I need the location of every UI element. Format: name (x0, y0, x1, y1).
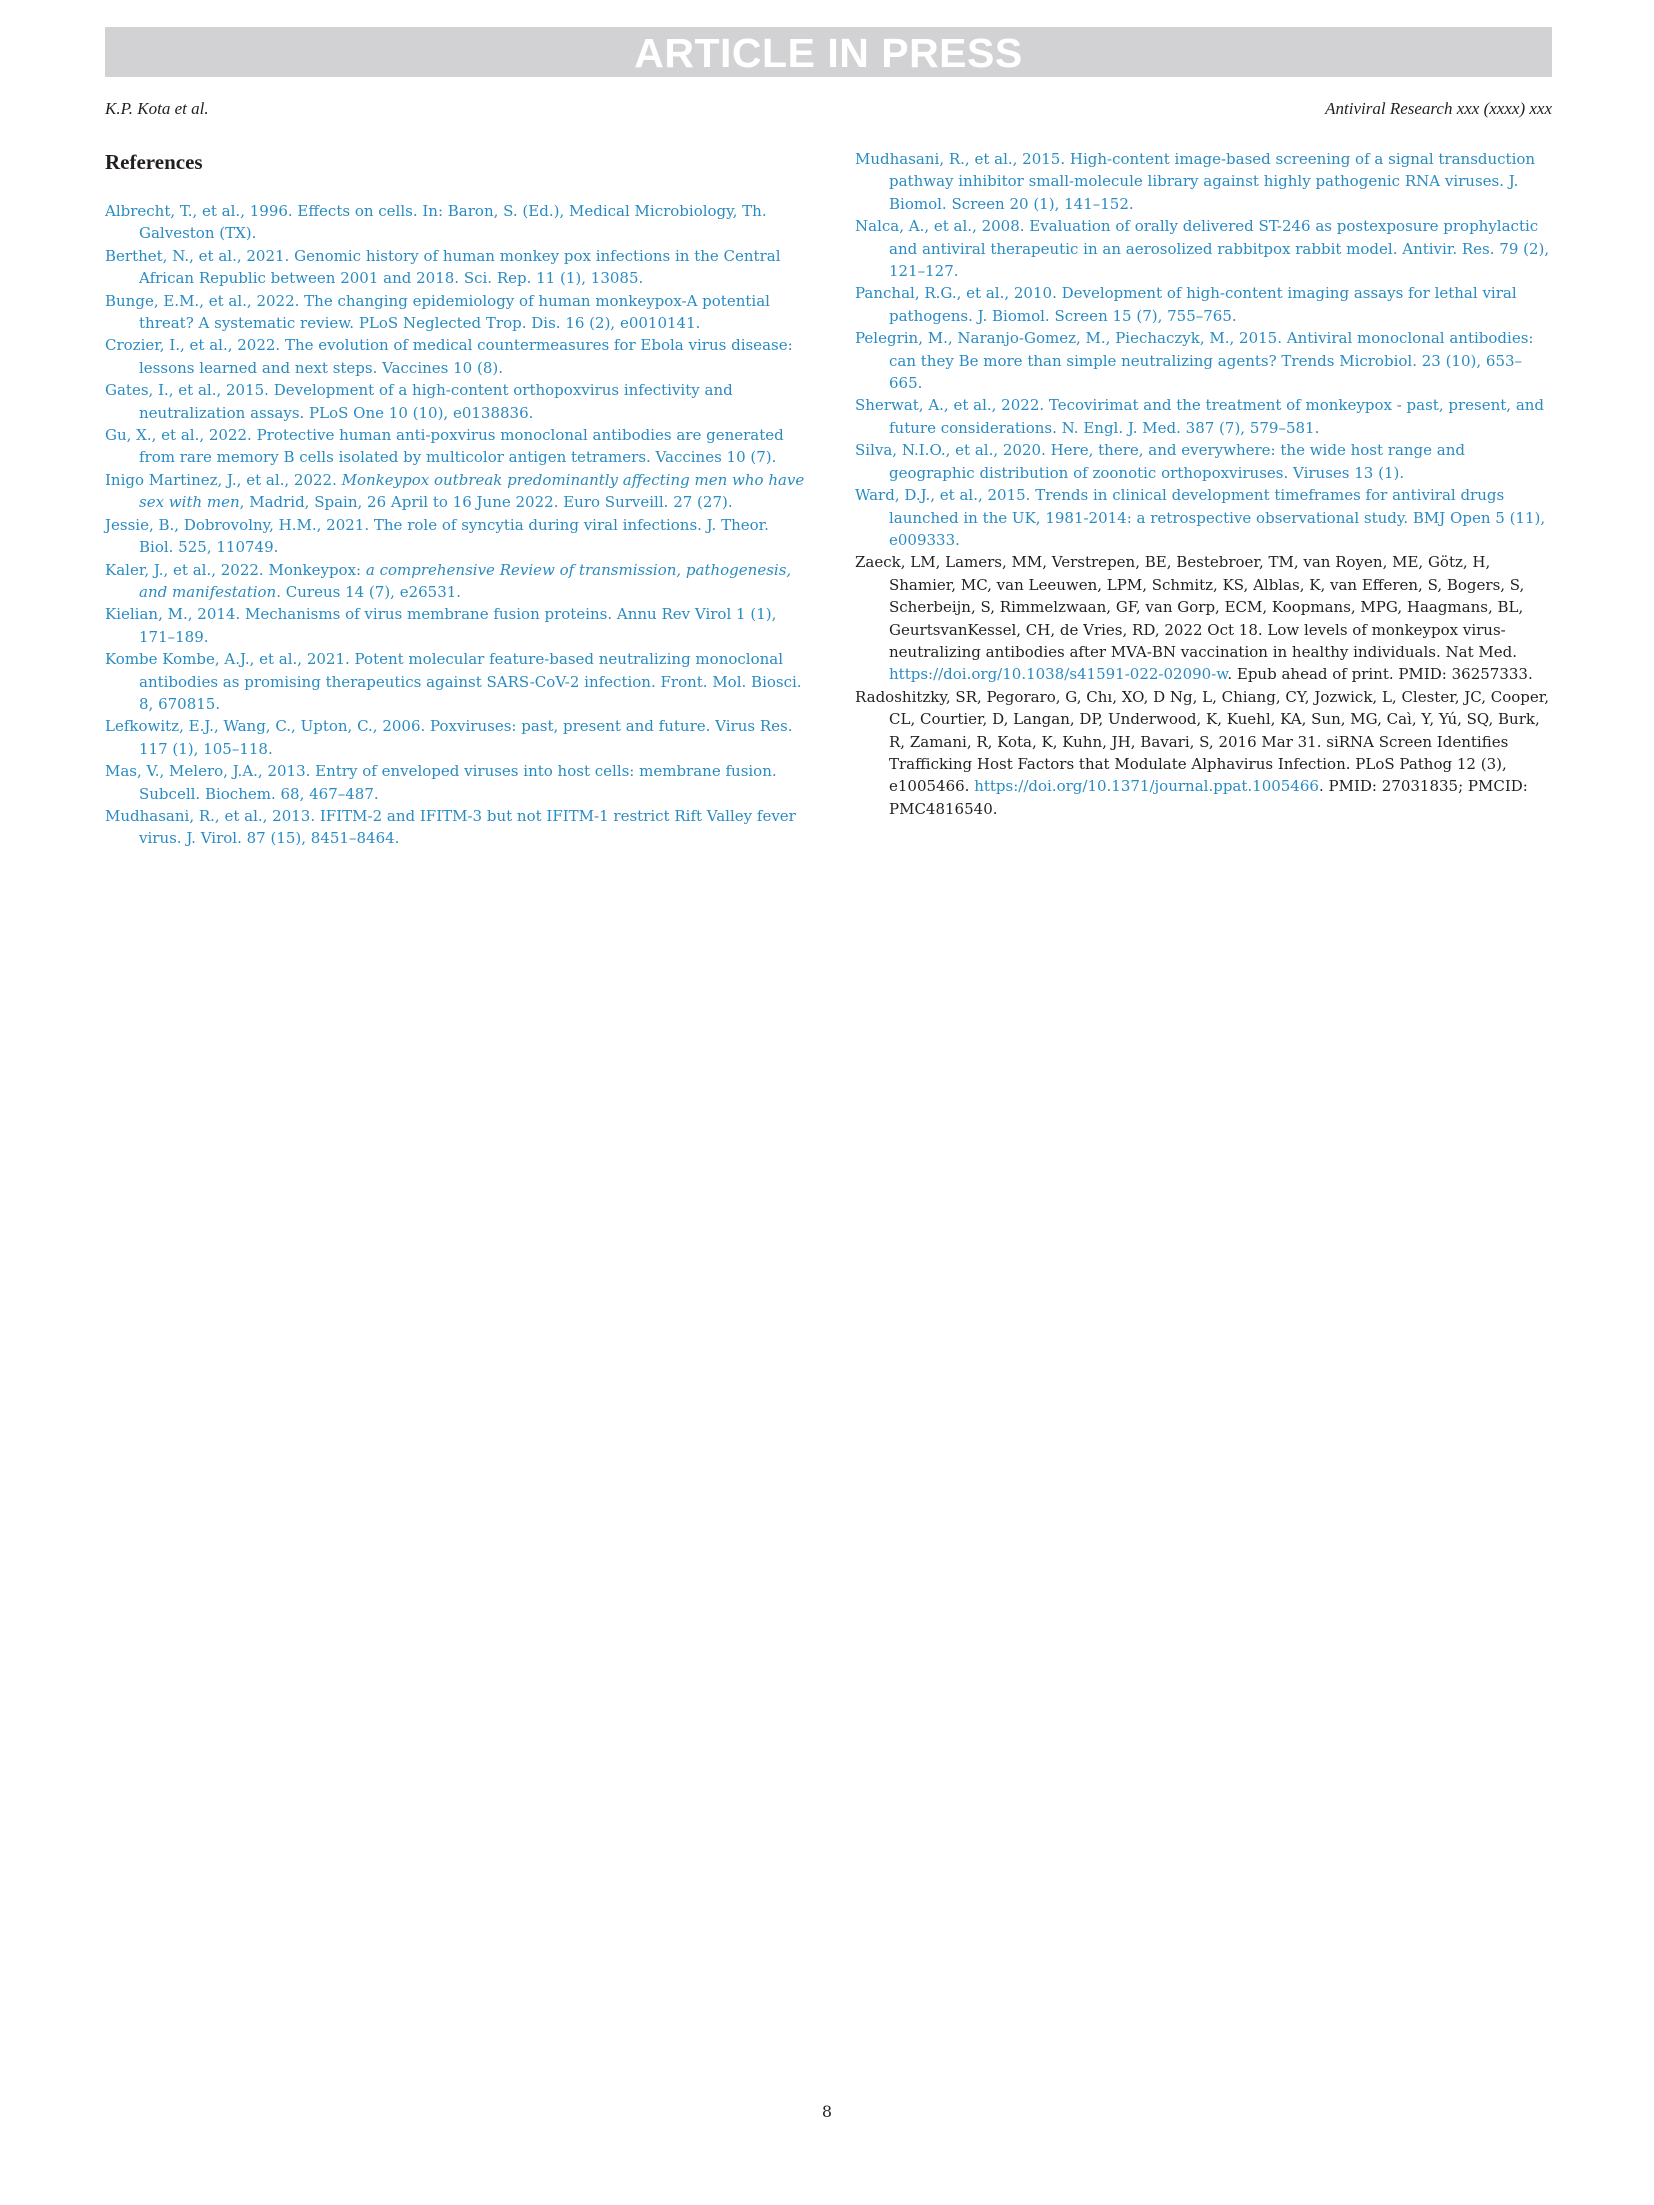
reference-entry[interactable] (105, 200, 805, 245)
reference-entry[interactable] (855, 439, 1555, 484)
reference-entry[interactable] (105, 603, 805, 648)
reference-entry (855, 686, 1555, 820)
reference-entry[interactable] (105, 334, 805, 379)
reference-text: Crozier, I., et al., 2022. The evolution of medical countermeasures for Ebola virus disease: lessons learned and next steps. Vaccines 10 (8). (105, 336, 793, 377)
running-head-authors: K.P. Kota et al. (105, 99, 209, 118)
reference-list-right (855, 148, 1555, 820)
reference-entry[interactable] (105, 379, 805, 424)
reference-italic-text: a comprehensive Review of transmission, pathogenesis, and manifestation (139, 560, 792, 601)
reference-entry[interactable] (855, 484, 1555, 551)
reference-text: Panchal, R.G., et al., 2010. Development of high-content imaging assays for lethal viral pathogens. J. Biomol. Screen 15 (7), 755–765. (855, 284, 1517, 325)
reference-text: Radoshitzky, SR, Pegoraro, G, Chı, XO, D Ng, L, Chiang, CY, Jozwick, L, Clester, JC, Cooper, CL, Courtier, D, Langan, DP, Underwood, K, Kuehl, KA, Sun, MG, Caì, Y, Yú, SQ, Burk, R, Zamani, R, Kota, K, Kuhn, JH, Bavari, S, 2016 Mar 31. siRNA Screen Identifies Trafficking Host Factors that Modulate Alphavirus Infection. PLoS Pathog 12 (3), e1005466. (855, 687, 1550, 796)
reference-entry (855, 551, 1555, 685)
reference-text: Gates, I., et al., 2015. Development of a high-content orthopoxvirus infectivity and neutralization assays. PLoS One 10 (10), e0138836. (105, 381, 733, 422)
reference-entry[interactable] (105, 805, 805, 850)
reference-text: Bunge, E.M., et al., 2022. The changing epidemiology of human monkeypox-A potential threat? A systematic review. PLoS Neglected Trop. Dis. 16 (2), e0010141. (105, 291, 770, 333)
references-column-left (105, 150, 805, 850)
article-in-press-banner: ARTICLE IN PRESS (105, 27, 1552, 77)
reference-text: Zaeck, LM, Lamers, MM, Verstrepen, BE, Bestebroer, TM, van Royen, ME, Götz, H, Shamier, MC, van Leeuwen, LPM, Schmitz, KS, Alblas, K, van Efferen, S, Bogers, S, Scherbeijn, S, Rimmelzwaan, GF, van Gorp, ECM, Koopmans, MPG, Haagmans, BL, GeurtsvanKessel, CH, de Vries, RD, 2022 Oct 18. Low levels of monkeypox virus-neutralizing antibodies after MVA-BN vaccination in healthy individuals. Nat Med. (855, 553, 1525, 661)
page-number: 8 (821, 2102, 833, 2121)
reference-entry[interactable] (105, 245, 805, 290)
reference-text: Kaler, J., et al., 2022. Monkeypox: (105, 560, 366, 579)
reference-text: Mudhasani, R., et al., 2015. High-content image-based screening of a signal transduction pathway inhibitor small-molecule library against highly pathogenic RNA viruses. J. Biomol. Screen 20 (1), 141–152. (855, 150, 1536, 213)
reference-entry[interactable] (105, 648, 805, 715)
reference-text: Silva, N.I.O., et al., 2020. Here, there, and everywhere: the wide host range and geographic distribution of zoonotic orthopoxviruses. Viruses 13 (1). (855, 441, 1466, 482)
reference-text: Pelegrin, M., Naranjo-Gomez, M., Piechaczyk, M., 2015. Antiviral monoclonal antibodies: can they Be more than simple neutralizing agents? Trends Microbiol. 23 (10), 653–665. (855, 329, 1534, 393)
reference-entry[interactable] (105, 424, 805, 469)
reference-entry[interactable] (105, 559, 805, 604)
reference-text: Kielian, M., 2014. Mechanisms of virus membrane fusion proteins. Annu Rev Virol 1 (1), 171–189. (105, 605, 777, 646)
reference-text: Gu, X., et al., 2022. Protective human anti-poxvirus monoclonal antibodies are generated from rare memory B cells isolated by multicolor antigen tetramers. Vaccines 10 (7). (105, 426, 784, 467)
reference-entry[interactable] (855, 215, 1555, 282)
reference-entry[interactable] (855, 282, 1555, 327)
reference-entry[interactable] (105, 514, 805, 559)
reference-entry[interactable] (105, 760, 805, 805)
references-column-right (855, 148, 1555, 820)
reference-entry[interactable] (855, 148, 1555, 215)
reference-text: Ward, D.J., et al., 2015. Trends in clinical development timeframes for antiviral drugs launched in the UK, 1981-2014: a retrospective observational study. BMJ Open 5 (11), e009333. (855, 486, 1546, 549)
reference-entry[interactable] (105, 715, 805, 760)
reference-entry[interactable] (855, 327, 1555, 394)
reference-entry[interactable] (105, 469, 805, 514)
reference-text: Sherwat, A., et al., 2022. Tecovirimat and the treatment of monkeypox - past, present, and future considerations. N. Engl. J. Med. 387 (7), 579–581. (855, 396, 1545, 437)
doi-link[interactable]: https://doi.org/10.1371/journal.ppat.1005466 (974, 777, 1319, 796)
reference-text: . PMID: 27031835; PMCID: PMC4816540. (889, 777, 1528, 818)
reference-text: Berthet, N., et al., 2021. Genomic history of human monkey pox infections in the Central African Republic between 2001 and 2018. Sci. Rep. 11 (1), 13085. (105, 246, 781, 288)
running-head-journal: Antiviral Research xxx (xxxx) xxx (1325, 99, 1552, 118)
reference-entry[interactable] (855, 394, 1555, 439)
reference-text: Kombe Kombe, A.J., et al., 2021. Potent molecular feature-based neutralizing monoclonal antibodies as promising therapeutics against SARS-CoV-2 infection. Front. Mol. Biosci. 8, 670815. (105, 650, 802, 713)
reference-text: Albrecht, T., et al., 1996. Effects on cells. In: Baron, S. (Ed.), Medical Microbiology, Th. Galveston (TX). (105, 202, 767, 243)
reference-text: Mas, V., Melero, J.A., 2013. Entry of enveloped viruses into host cells: membrane fusion. Subcell. Biochem. 68, 467–487. (105, 762, 777, 803)
reference-text: Jessie, B., Dobrovolny, H.M., 2021. The role of syncytia during viral infections. J. Theor. Biol. 525, 110749. (105, 515, 769, 557)
doi-link[interactable]: https://doi.org/10.1038/s41591-022-02090-w (889, 665, 1228, 684)
reference-text: Lefkowitz, E.J., Wang, C., Upton, C., 2006. Poxviruses: past, present and future. Virus Res. 117 (1), 105–118. (105, 717, 793, 758)
reference-text: , Madrid, Spain, 26 April to 16 June 2022. Euro Surveill. 27 (27). (239, 493, 733, 512)
reference-text: Inigo Martinez, J., et al., 2022. (105, 470, 342, 489)
references-heading: References (105, 150, 203, 174)
reference-text: . Cureus 14 (7), e26531. (276, 582, 462, 601)
reference-text: . Epub ahead of print. PMID: 36257333. (1227, 665, 1533, 684)
reference-entry[interactable] (105, 290, 805, 335)
reference-text: Nalca, A., et al., 2008. Evaluation of orally delivered ST-246 as postexposure prophylactic and antiviral therapeutic in an aerosolized rabbitpox rabbit model. Antivir. Res. 79 (2), 121–127. (855, 217, 1550, 281)
reference-list-left (105, 200, 805, 850)
reference-italic-text: Monkeypox outbreak predominantly affecting men who have sex with men (139, 470, 805, 512)
reference-text: Mudhasani, R., et al., 2013. IFITM-2 and IFITM-3 but not IFITM-1 restrict Rift Valley fever virus. J. Virol. 87 (15), 8451–8464. (105, 806, 796, 848)
